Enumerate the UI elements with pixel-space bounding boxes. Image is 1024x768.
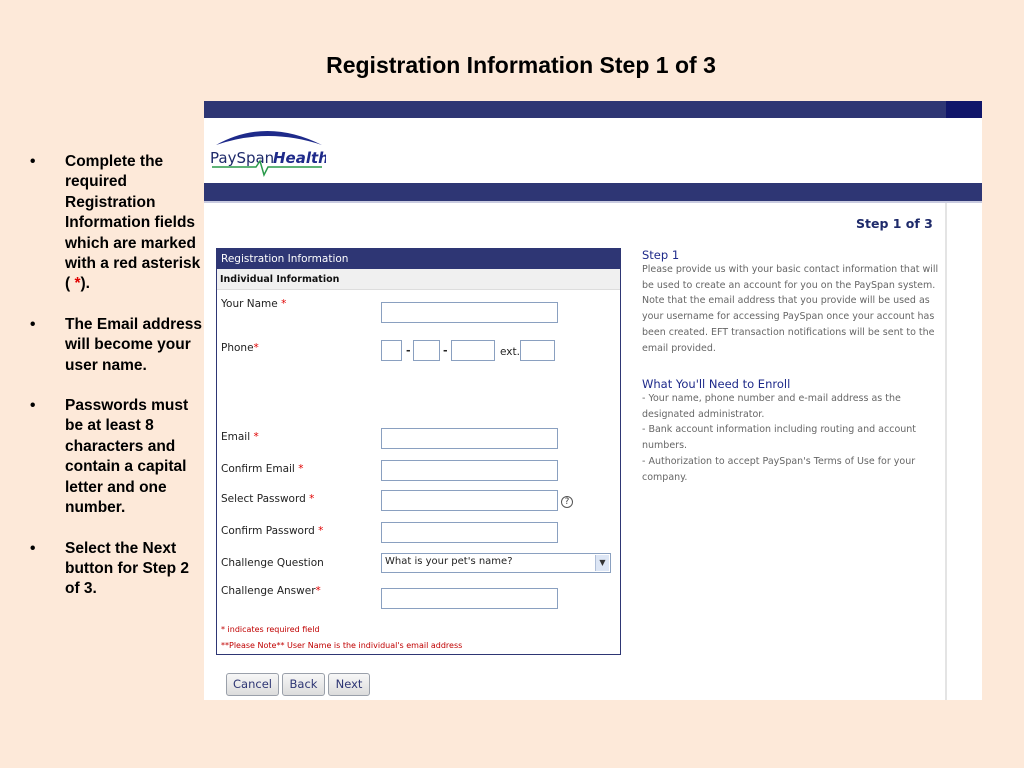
step-indicator: Step 1 of 3 [856,216,933,231]
bullet-marker: • [30,153,36,170]
step-info-title: Step 1 [642,248,680,262]
confirm-email-input[interactable] [381,460,558,481]
nav-bar [204,183,982,201]
next-button[interactable]: Next [328,673,370,696]
phone-dash: - [406,344,411,357]
phone-label: Phone* [221,342,259,354]
phone-ext-input[interactable] [520,340,555,361]
phone-line-input[interactable] [451,340,495,361]
phone-prefix-input[interactable] [413,340,440,361]
registration-screenshot [204,101,982,700]
header-corner [946,101,982,118]
cancel-button[interactable]: Cancel [226,673,279,696]
password-input[interactable] [381,490,558,511]
instruction-list [30,152,202,620]
enroll-item: - Authorization to accept PaySpan's Terms of Use for your company. [642,455,916,483]
password-label: Select Password * [221,493,315,505]
phone-area-input[interactable] [381,340,402,361]
email-label: Email * [221,431,259,443]
form-subheader: Individual Information [217,269,620,290]
svg-text:PaySpan: PaySpan [210,149,275,167]
step-info [642,248,942,356]
confirm-password-label: Confirm Password * [221,525,324,537]
enroll-info-title: What You'll Need to Enroll [642,377,791,391]
required-note: * indicates required field [221,625,320,634]
chevron-down-icon[interactable]: ▼ [595,555,609,571]
asterisk-marker: * [74,275,81,293]
your-name-input[interactable] [381,302,558,323]
enroll-item: - Bank account information including routing and account numbers. [642,424,917,452]
nav-bar-divider [204,201,982,203]
confirm-password-input[interactable] [381,522,558,543]
content-edge [945,203,947,700]
instruction-item: • Passwords must be at least 8 characters and contain a capital letter and one number. [30,397,189,517]
enroll-info [642,377,942,485]
username-note: **Please Note** User Name is the individual's email address [221,641,463,650]
challenge-question-label: Challenge Question [221,557,324,569]
slide-title: Registration Information Step 1 of 3 [326,52,716,78]
phone-dash: - [443,344,448,357]
challenge-answer-input[interactable] [381,588,558,609]
instruction-item: • Select the Next button for Step 2 of 3. [30,539,189,598]
payspan-logo [208,123,326,181]
password-help-icon[interactable]: ? [561,496,573,508]
step-info-text: Please provide us with your basic contact information that will be used to create an account for you on the PaySpan system. Note that the email address that you provide will be used as your username for accessing PaySpan once your account has been created. EFT transaction notifications will be sent to the email provided. [642,264,939,354]
challenge-answer-label: Challenge Answer* [221,585,321,597]
phone-ext-label: ext. [500,346,520,358]
svg-text:Health: Health [273,149,326,167]
form-header: Registration Information [217,249,620,269]
confirm-email-label: Confirm Email * [221,463,304,475]
your-name-label: Your Name * [221,298,287,310]
email-input[interactable] [381,428,558,449]
instruction-item: • Complete the required Registration Information fields which are marked with a red asterisk ( *). [30,153,201,293]
back-button[interactable]: Back [282,673,325,696]
bullet-marker: • [30,539,36,557]
bullet-marker: • [30,397,36,415]
header-bar [204,101,982,118]
bullet-marker: • [30,315,36,333]
enroll-item: - Your name, phone number and e-mail address as the designated administrator. [642,393,901,420]
instruction-item: • The Email address will become your user name. [30,315,202,374]
registration-form [216,248,621,655]
challenge-question-select[interactable]: What is your pet's name? ▼ [381,553,611,573]
